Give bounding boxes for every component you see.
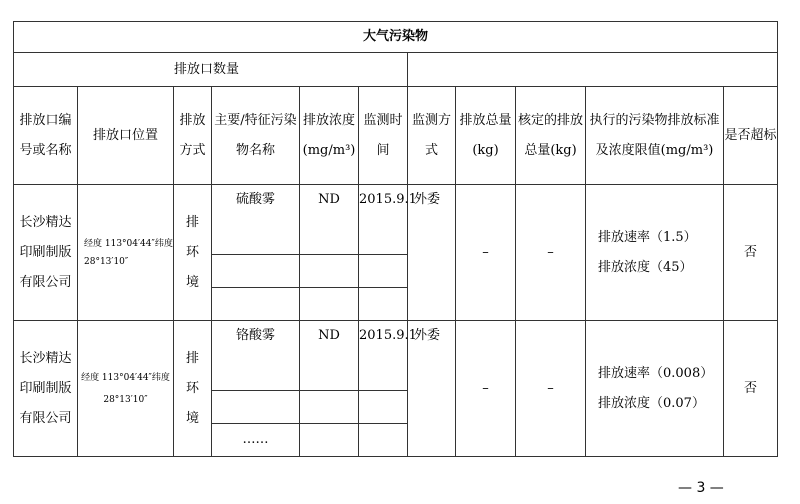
header-total-emission: 排放总量(kg) xyxy=(456,87,516,185)
row-empty-cell xyxy=(359,424,408,457)
row-empty-cell xyxy=(359,391,408,424)
header-monitor-method: 监测方式 xyxy=(408,87,456,185)
row-discharge-method: 排环境 xyxy=(185,350,199,426)
row-concentration: ND xyxy=(300,185,359,255)
row-standard xyxy=(586,185,724,321)
header-outlet-name: 排放口编号或名称 xyxy=(14,87,78,185)
row-monitor-time: 2015.9.1 xyxy=(359,185,408,255)
row-monitor-method: 外委 xyxy=(408,321,456,457)
row-empty-cell xyxy=(300,424,359,457)
header-standard: 执行的污染物排放标准及浓度限值(mg/m³) xyxy=(586,87,724,185)
row-standard-conc: 排放浓度（45） xyxy=(598,259,693,275)
row-ellipsis: …… xyxy=(212,424,300,457)
row-empty-cell xyxy=(300,255,359,288)
row-pollutant: 铬酸雾 xyxy=(212,321,300,391)
header-outlet-location: 排放口位置 xyxy=(78,87,174,185)
row-monitor-time: 2015.9.1 xyxy=(359,321,408,391)
row-empty-cell xyxy=(300,391,359,424)
header-pollutant-name: 主要/特征污染物名称 xyxy=(212,87,300,185)
row-monitor-method: 外委 xyxy=(408,185,456,321)
header-concentration: 排放浓度(mg/m³) xyxy=(300,87,359,185)
row-empty-cell xyxy=(300,288,359,321)
outlet-count-label: 排放口数量 xyxy=(14,53,408,87)
table-title: 大气污染物 xyxy=(14,22,778,53)
row-empty-cell xyxy=(212,288,300,321)
header-approved-total: 核定的排放总量(kg) xyxy=(516,87,586,185)
row-empty-cell xyxy=(359,288,408,321)
row-outlet-name: 长沙精达印刷制版有限公司 xyxy=(14,321,78,457)
row-exceed: 否 xyxy=(724,185,778,321)
outlet-count-value xyxy=(408,53,778,87)
header-monitor-time: 监测时间 xyxy=(359,87,408,185)
row-pollutant: 硫酸雾 xyxy=(212,185,300,255)
row-empty-cell xyxy=(212,391,300,424)
header-exceed: 是否超标 xyxy=(724,87,778,185)
table-row xyxy=(14,321,778,391)
row-total-emission: – xyxy=(456,321,516,457)
row-exceed: 否 xyxy=(724,321,778,457)
row-approved-total: – xyxy=(516,321,586,457)
table-row xyxy=(14,185,778,255)
pollutant-table xyxy=(13,21,778,457)
row-outlet-location: 经度 113°04′44″纬度 28°13′10″ xyxy=(78,321,174,457)
row-total-emission: – xyxy=(456,185,516,321)
row-empty-cell xyxy=(212,255,300,288)
row-standard-conc: 排放浓度（0.07） xyxy=(598,395,705,411)
row-standard-rate: 排放速率（0.008） xyxy=(598,365,714,381)
page-number: — 3 — xyxy=(678,480,724,496)
row-outlet-location: 经度 113°04′44″纬度 28°13′10″ xyxy=(78,185,174,321)
row-empty-cell xyxy=(359,255,408,288)
header-discharge-method: 排放方式 xyxy=(174,87,212,185)
row-discharge-method: 排环境 xyxy=(185,214,199,290)
row-standard-rate: 排放速率（1.5） xyxy=(598,229,697,245)
row-approved-total: – xyxy=(516,185,586,321)
row-standard xyxy=(586,321,724,457)
row-outlet-name: 长沙精达印刷制版有限公司 xyxy=(14,185,78,321)
row-concentration: ND xyxy=(300,321,359,391)
